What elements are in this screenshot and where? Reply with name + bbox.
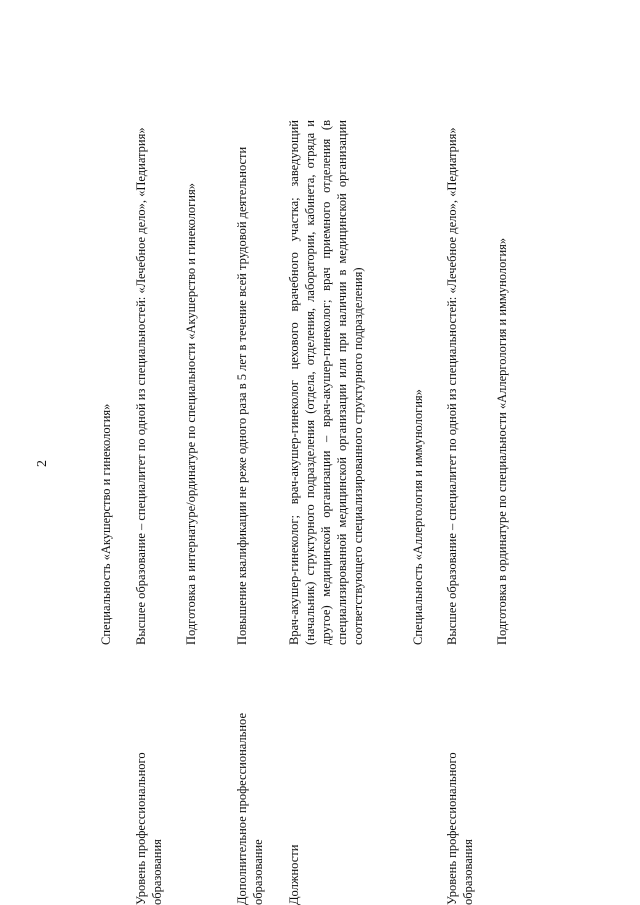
row-text-education-2-2: Подготовка в ординатуре по специальности «Аллергология и иммунология»	[495, 237, 509, 645]
page-number: 2	[35, 460, 50, 467]
row-text-education-1: Высшее образование – специалитет по одной из специальностей: «Лечебное дело», «Педиатрия»	[134, 127, 148, 645]
row-text-positions: Врач-акушер-гинеколог; врач-акушер-гинеколог цехового врачебного участка; заведующий (начальник) структурного подразделения (отдела, отделения, лаборатории, кабинета, отряда и другое) медицинской организации – врач-акушер-гинеколог; врач приемного отделения (в специализированной медицинской организации или при наличии в медицинской организации соответствующего специализированного структурного подразделения)	[287, 120, 365, 645]
row-label-education: Уровень профессионального образования	[134, 752, 164, 905]
row-text-education-2: Подготовка в интернатуре/ординатуре по специальности «Акушерство и гинекология»	[184, 183, 198, 645]
row-text-additional: Повышение квалификации не реже одного раза в 5 лет в течение всей трудовой деятельности	[235, 146, 249, 645]
row-label-additional: Дополнительное профессиональное образование	[235, 713, 265, 905]
section-title-obstetrics: Специальность «Акушерство и гинекология»	[99, 403, 113, 645]
row-text-education-2-1: Высшее образование – специалитет по одной из специальностей: «Лечебное дело», «Педиатрия»	[445, 127, 459, 645]
row-label-positions: Должности	[287, 844, 301, 905]
section-title-allergology: Специальность «Аллергология и иммунология»	[411, 389, 425, 645]
row-label-education-2: Уровень профессионального образования	[445, 752, 475, 905]
